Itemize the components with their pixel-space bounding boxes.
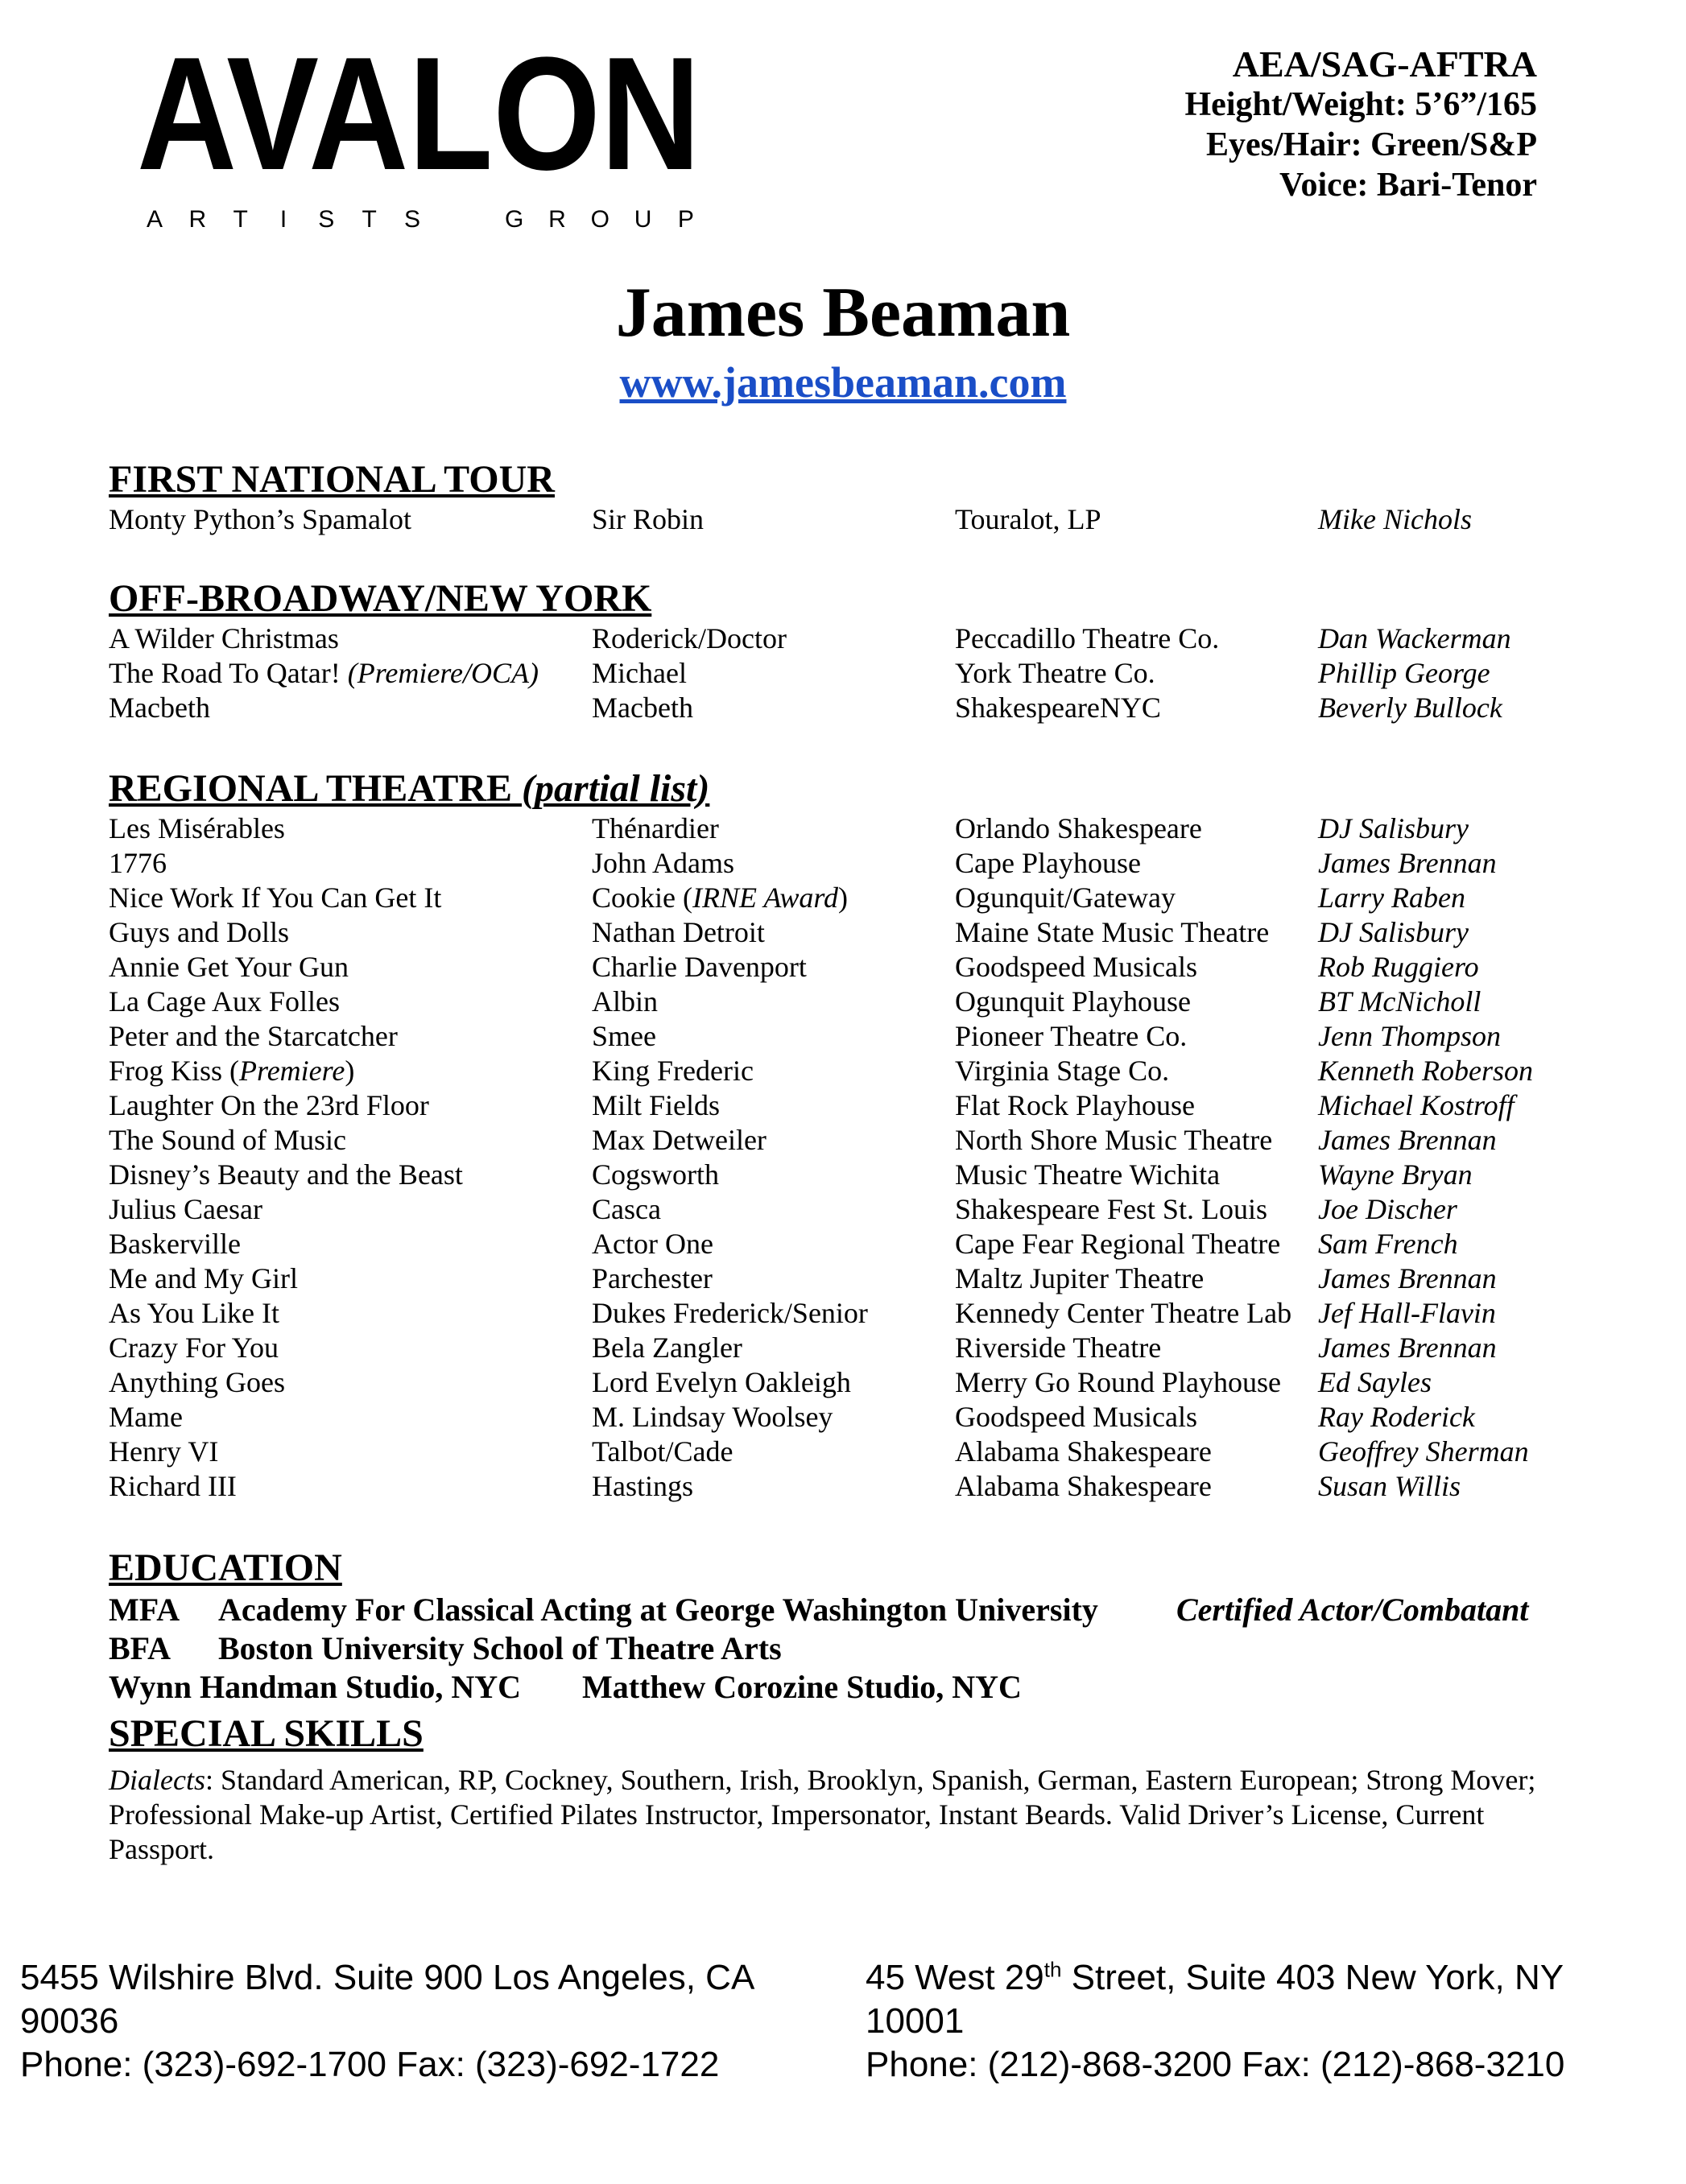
credit-row <box>109 1019 1574 1054</box>
credit-show: Les Misérables <box>109 812 285 844</box>
credit-role: Roderick/Doctor <box>592 622 787 654</box>
credit-company: Maltz Jupiter Theatre <box>955 1262 1205 1294</box>
education-row-mfa <box>109 1591 1574 1629</box>
credit-director: James Brennan <box>1318 847 1497 879</box>
credit-role: Sir Robin <box>592 503 705 535</box>
phone-line: Phone: (323)-692-1700 Fax: (323)-692-1722 <box>20 2045 720 2084</box>
logo-letter: U <box>634 206 652 233</box>
credit-role: Cogsworth <box>592 1158 720 1191</box>
credit-row <box>109 915 1574 950</box>
logo-letter: S <box>318 206 335 233</box>
credit-role: Hastings <box>592 1470 693 1502</box>
credit-role: Cookie (IRNE Award) <box>592 881 849 914</box>
credit-row <box>109 1054 1574 1088</box>
credit-company: Ogunquit/Gateway <box>955 881 1176 914</box>
credit-company: Riverside Theatre <box>955 1331 1162 1364</box>
credit-role: King Frederic <box>592 1055 754 1087</box>
credit-director: James Brennan <box>1318 1262 1497 1294</box>
credit-company: Touralot, LP <box>955 503 1101 535</box>
section-special-skills <box>109 1711 1574 1867</box>
avalon-logo-wordmark <box>137 24 700 204</box>
credit-role: Charlie Davenport <box>592 951 807 983</box>
credit-role: Smee <box>592 1020 656 1052</box>
section-education <box>109 1546 1574 1707</box>
credit-director: Mike Nichols <box>1318 503 1472 535</box>
credit-director: Michael Kostroff <box>1318 1089 1515 1121</box>
credit-row <box>109 691 1574 725</box>
footer-address-la <box>20 1956 785 2087</box>
section-heading: REGIONAL THEATRE (partial list) <box>109 767 710 810</box>
credit-row <box>109 1365 1574 1400</box>
credit-show: Julius Caesar <box>109 1193 262 1225</box>
school-name: Boston University School of Theatre Arts <box>218 1630 782 1666</box>
credit-company: Peccadillo Theatre Co. <box>955 622 1220 654</box>
credit-show: Nice Work If You Can Get It <box>109 881 442 914</box>
regional-credit-list <box>109 811 1574 1504</box>
section-heading: OFF-BROADWAY/NEW YORK <box>109 577 652 620</box>
section-heading: SPECIAL SKILLS <box>109 1712 424 1755</box>
credit-company: Music Theatre Wichita <box>955 1158 1221 1191</box>
credit-show: La Cage Aux Folles <box>109 985 340 1018</box>
credit-company: Ogunquit Playhouse <box>955 985 1191 1018</box>
address-line: 45 West 29th Street, Suite 403 New York, NY 10001 <box>866 1957 1564 2041</box>
logo-letter: G <box>504 206 524 233</box>
credit-director: Kenneth Roberson <box>1318 1055 1533 1087</box>
credit-director: Sam French <box>1318 1228 1458 1260</box>
credit-show: Peter and the Starcatcher <box>109 1020 398 1052</box>
credit-show: Henry VI <box>109 1435 219 1468</box>
credit-company: Flat Rock Playhouse <box>955 1089 1195 1121</box>
credit-row <box>109 1123 1574 1158</box>
actor-stats <box>1185 44 1537 205</box>
credit-show: Annie Get Your Gun <box>109 951 349 983</box>
credit-row <box>109 502 1574 537</box>
education-row-bfa <box>109 1629 1574 1668</box>
credit-director: Ed Sayles <box>1318 1366 1432 1398</box>
credit-company: Merry Go Round Playhouse <box>955 1366 1281 1398</box>
school-name: Academy For Classical Acting at George Washington University <box>218 1592 1098 1628</box>
logo-letter: T <box>362 206 377 233</box>
credit-row <box>109 1469 1574 1504</box>
credit-row <box>109 1400 1574 1435</box>
credit-row <box>109 1261 1574 1296</box>
credit-row <box>109 1331 1574 1365</box>
credit-director: Larry Raben <box>1318 881 1465 914</box>
credit-director: Beverly Bullock <box>1318 692 1502 724</box>
logo-letter: R <box>548 206 566 233</box>
credit-role: Parchester <box>592 1262 713 1294</box>
credit-role: Max Detweiler <box>592 1124 767 1156</box>
credit-company: Pioneer Theatre Co. <box>955 1020 1188 1052</box>
credit-director: Joe Discher <box>1318 1193 1457 1225</box>
section-heading: EDUCATION <box>109 1546 342 1589</box>
website-link[interactable]: www.jamesbeaman.com <box>619 358 1067 407</box>
logo-letter: O <box>590 206 610 233</box>
credit-role: M. Lindsay Woolsey <box>592 1401 833 1433</box>
dialects-label: Dialects <box>109 1764 205 1796</box>
credit-company: Shakespeare Fest St. Louis <box>955 1193 1267 1225</box>
credit-row <box>109 1088 1574 1123</box>
credit-director: BT McNicholl <box>1318 985 1481 1018</box>
section-heading: FIRST NATIONAL TOUR <box>109 458 555 501</box>
credit-role: Actor One <box>592 1228 713 1260</box>
credit-row <box>109 1435 1574 1469</box>
credit-role: Bela Zangler <box>592 1331 742 1364</box>
credit-show: A Wilder Christmas <box>109 622 339 654</box>
credit-company: Kennedy Center Theatre Lab <box>955 1297 1292 1329</box>
logo-letter: P <box>677 206 694 233</box>
credit-show: Monty Python’s Spamalot <box>109 503 412 535</box>
credit-company: Maine State Music Theatre <box>955 916 1270 948</box>
logo-letter: R <box>188 206 207 233</box>
agency-logo <box>137 24 717 250</box>
heading-note: (partial list) <box>522 767 710 810</box>
credit-director: Susan Willis <box>1318 1470 1461 1502</box>
credit-director: DJ Salisbury <box>1318 812 1469 844</box>
credit-row <box>109 1227 1574 1261</box>
credit-role: Dukes Frederick/Senior <box>592 1297 868 1329</box>
logo-letter: T <box>233 206 248 233</box>
credit-role: Thénardier <box>592 812 719 844</box>
credit-company: Cape Playhouse <box>955 847 1141 879</box>
credit-role: Milt Fields <box>592 1089 721 1121</box>
credit-show: Crazy For You <box>109 1331 279 1364</box>
credit-row <box>109 1158 1574 1192</box>
credit-show: Me and My Girl <box>109 1262 298 1294</box>
logo-letter-gap <box>439 206 487 233</box>
union-affiliation: AEA/SAG-AFTRA <box>1232 43 1537 85</box>
credit-role: Albin <box>592 985 659 1018</box>
credit-show: Macbeth <box>109 692 210 724</box>
actor-name: James Beaman <box>615 274 1071 352</box>
credit-row <box>109 881 1574 915</box>
credit-company: Goodspeed Musicals <box>955 1401 1197 1433</box>
credit-row <box>109 621 1574 656</box>
credit-role: Nathan Detroit <box>592 916 765 948</box>
credit-company: Goodspeed Musicals <box>955 951 1197 983</box>
credit-company: Cape Fear Regional Theatre <box>955 1228 1281 1260</box>
credit-company: North Shore Music Theatre <box>955 1124 1273 1156</box>
phone-line: Phone: (212)-868-3200 Fax: (212)-868-3210 <box>866 2045 1565 2084</box>
credit-role: Casca <box>592 1193 661 1225</box>
section-off-broadway <box>109 576 1574 725</box>
credit-row <box>109 950 1574 985</box>
credit-show: The Sound of Music <box>109 1124 346 1156</box>
credit-row <box>109 846 1574 881</box>
footer-address-ny <box>866 1956 1630 2087</box>
credit-director: Phillip George <box>1318 657 1490 689</box>
address-line: 5455 Wilshire Blvd. Suite 900 Los Angeles, CA 90036 <box>20 1958 753 2041</box>
logo-letter: A <box>146 206 163 233</box>
credit-director: Jef Hall-Flavin <box>1318 1297 1496 1329</box>
credit-role: Talbot/Cade <box>592 1435 733 1468</box>
credit-row <box>109 811 1574 846</box>
credit-company: Alabama Shakespeare <box>955 1470 1212 1502</box>
studio-name: Matthew Corozine Studio, NYC <box>582 1669 1022 1705</box>
credit-show: Disney’s Beauty and the Beast <box>109 1158 463 1191</box>
credit-company: Virginia Stage Co. <box>955 1055 1170 1087</box>
eyes-hair: Eyes/Hair: Green/S&P <box>1206 126 1537 163</box>
credit-row <box>109 1296 1574 1331</box>
credit-director: Ray Roderick <box>1318 1401 1475 1433</box>
skills-body: : Standard American, RP, Cockney, Southern, Irish, Brooklyn, Spanish, German, Eastern European; Strong Mover; Professional Make-up Artist, Certified Pilates Instructor, Impersonator, Instant Beards. Valid Driver’s License, Current Passport. <box>109 1764 1536 1865</box>
section-first-national-tour <box>109 457 1574 537</box>
credit-show: 1776 <box>109 847 167 879</box>
logo-letter: I <box>279 206 287 233</box>
credit-company: Alabama Shakespeare <box>955 1435 1212 1468</box>
credit-director: DJ Salisbury <box>1318 916 1469 948</box>
credit-role: Macbeth <box>592 692 693 724</box>
credit-show: The Road To Qatar! (Premiere/OCA) <box>109 657 539 689</box>
credit-company: Orlando Shakespeare <box>955 812 1202 844</box>
credit-director: Jenn Thompson <box>1318 1020 1501 1052</box>
credit-director: Wayne Bryan <box>1318 1158 1473 1191</box>
credit-company: ShakespeareNYC <box>955 692 1161 724</box>
section-regional-theatre <box>109 766 1574 1504</box>
logo-letter: S <box>403 206 420 233</box>
degree-label: BFA <box>109 1630 171 1666</box>
credit-director: Rob Ruggiero <box>1318 951 1479 983</box>
certification: Certified Actor/Combatant <box>1176 1592 1529 1628</box>
credit-row <box>109 985 1574 1019</box>
credit-show: Richard III <box>109 1470 237 1502</box>
logo-word-text: AVALON <box>137 24 700 204</box>
skills-text <box>109 1763 1582 1867</box>
credit-director: James Brennan <box>1318 1331 1497 1364</box>
credit-note: (Premiere/OCA) <box>347 657 539 689</box>
credit-show: Frog Kiss (Premiere) <box>109 1055 355 1087</box>
credit-role: Lord Evelyn Oakleigh <box>592 1366 851 1398</box>
credit-show: Anything Goes <box>109 1366 285 1398</box>
credit-director: James Brennan <box>1318 1124 1497 1156</box>
credit-role: Michael <box>592 657 687 689</box>
credit-show: As You Like It <box>109 1297 280 1329</box>
credit-show: Laughter On the 23rd Floor <box>109 1089 429 1121</box>
degree-label: MFA <box>109 1592 180 1628</box>
height-weight: Height/Weight: 5’6”/165 <box>1184 86 1537 123</box>
credit-company: York Theatre Co. <box>955 657 1155 689</box>
credit-director: Dan Wackerman <box>1318 622 1511 654</box>
credit-director: Geoffrey Sherman <box>1318 1435 1529 1468</box>
credit-show: Guys and Dolls <box>109 916 289 948</box>
credit-note: IRNE Award <box>692 881 839 914</box>
education-row-studios <box>109 1668 1574 1707</box>
credit-show: Mame <box>109 1401 183 1433</box>
voice-type: Voice: Bari-Tenor <box>1279 167 1537 204</box>
credit-row <box>109 1192 1574 1227</box>
credit-note: Premiere <box>239 1055 345 1087</box>
credit-row <box>109 656 1574 691</box>
logo-subtitle <box>138 206 702 233</box>
credit-role: John Adams <box>592 847 735 879</box>
credit-show: Baskerville <box>109 1228 241 1260</box>
studio-name: Wynn Handman Studio, NYC <box>109 1669 522 1705</box>
